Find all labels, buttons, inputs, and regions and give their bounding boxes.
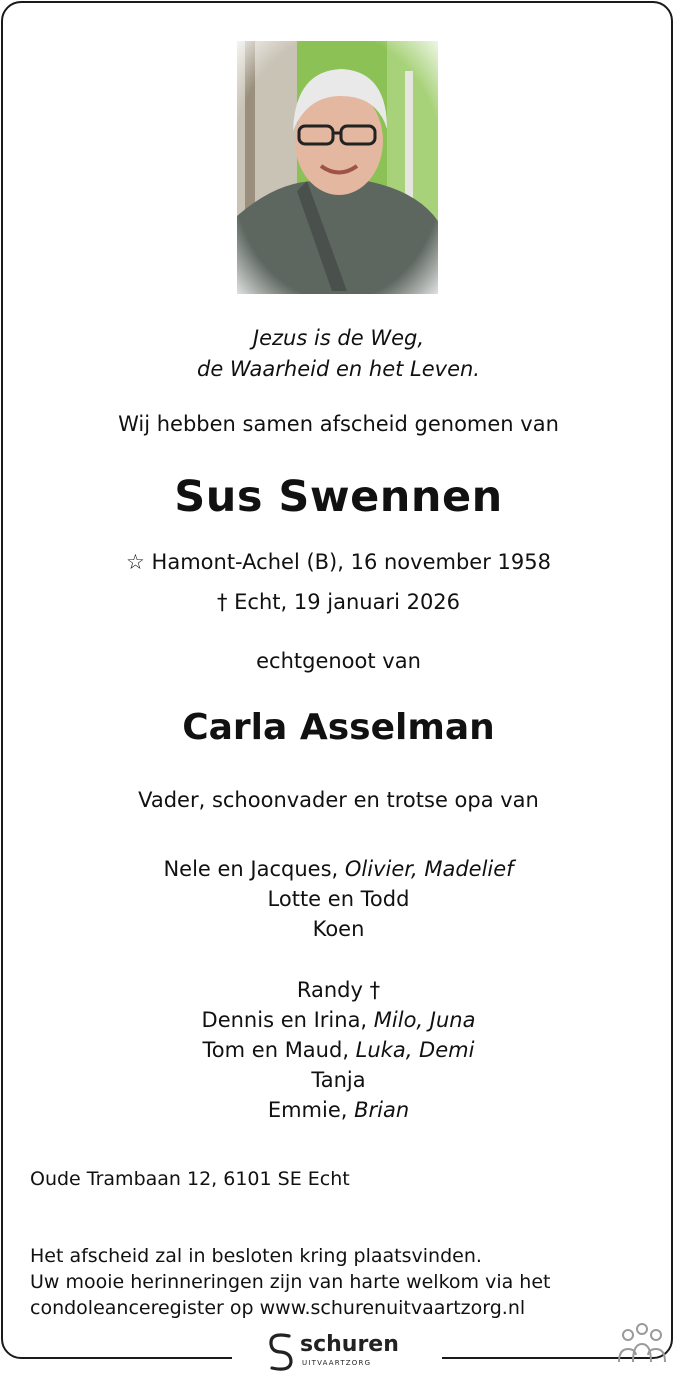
star-icon: ☆ — [126, 550, 145, 574]
portrait-photo — [237, 41, 438, 294]
s-logo-icon — [266, 1330, 296, 1374]
schuren-logo — [266, 1330, 416, 1376]
family-line: Emmie, Brian — [267, 1098, 410, 1122]
logo-word: schuren — [300, 1332, 399, 1357]
people-group-icon — [616, 1322, 668, 1364]
family-line: Randy † — [296, 978, 381, 1002]
closing-line-3: condoleanceregister op www.schurenuitvaartzorg.nl — [30, 1297, 526, 1319]
family-intro: Vader, schoonvader en trotse opa van — [138, 788, 539, 812]
address: Oude Trambaan 12, 6101 SE Echt — [30, 1168, 350, 1190]
intro-text: Wij hebben samen afscheid genomen van — [118, 412, 559, 436]
closing-line-1: Het afscheid zal in besloten kring plaatsvinden. — [30, 1245, 482, 1267]
family-line: Lotte en Todd — [267, 887, 410, 911]
bible-quote — [0, 323, 677, 385]
spouse-intro: echtgenoot van — [256, 649, 421, 673]
family-line: Koen — [312, 917, 365, 941]
family-group-1 — [0, 854, 677, 944]
birth-text: Hamont-Achel (B), 16 november 1958 — [151, 550, 551, 574]
quote-line-2: de Waarheid en het Leven. — [197, 357, 480, 381]
family-line: Tom en Maud, Luka, Demi — [202, 1038, 475, 1062]
logo-subtitle: UITVAARTZORG — [302, 1359, 372, 1367]
family-line: Dennis en Irina, Milo, Juna — [201, 1008, 476, 1032]
family-line: Tanja — [311, 1068, 366, 1092]
death-text: Echt, 19 januari 2026 — [234, 590, 461, 614]
birth-line — [0, 550, 677, 574]
cross-icon: † — [216, 590, 228, 614]
quote-line-1: Jezus is de Weg, — [252, 326, 425, 350]
family-group-2 — [0, 975, 677, 1125]
closing-text — [30, 1243, 670, 1321]
deceased-name: Sus Swennen — [174, 472, 503, 522]
death-line — [0, 590, 677, 614]
family-line: Nele en Jacques, Olivier, Madelief — [163, 857, 514, 881]
closing-line-2: Uw mooie herinneringen zijn van harte welkom via het — [30, 1271, 551, 1293]
spouse-name: Carla Asselman — [182, 707, 495, 748]
